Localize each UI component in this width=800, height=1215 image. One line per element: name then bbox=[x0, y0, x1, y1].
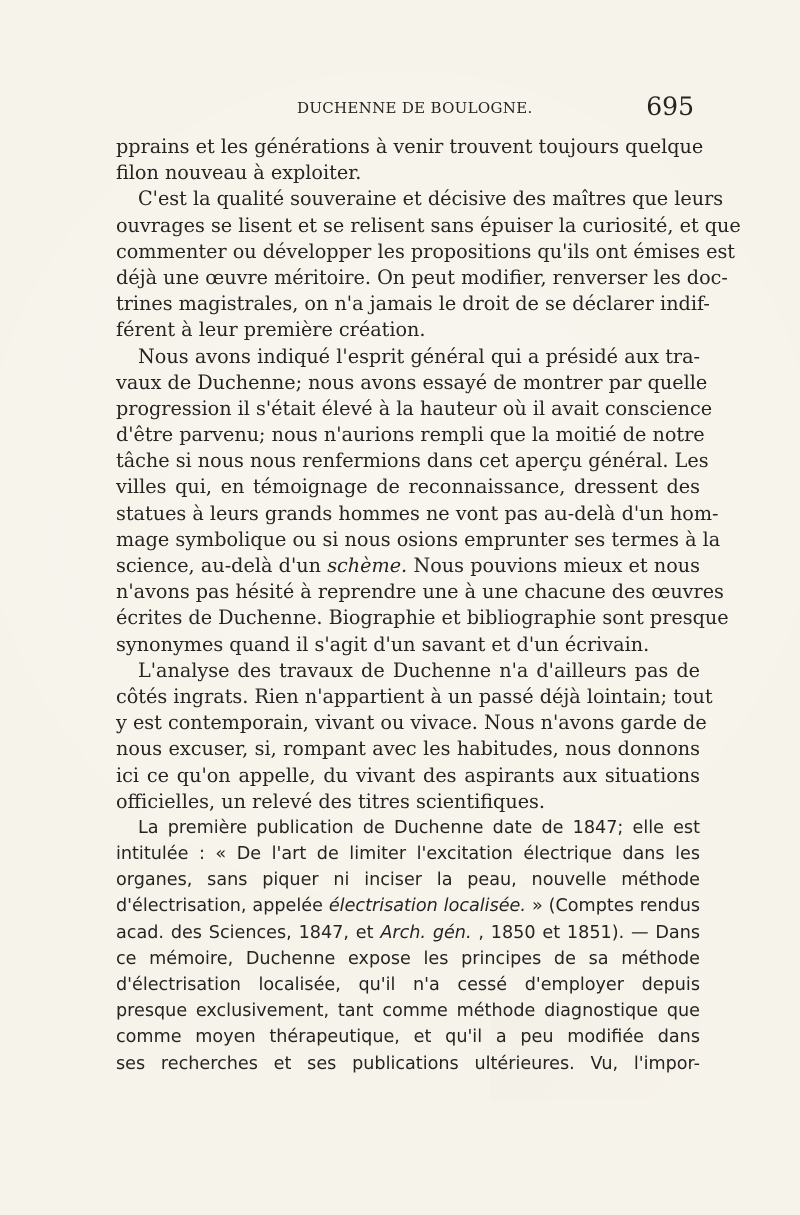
running-title: DUCHENNE DE BOULOGNE. bbox=[297, 99, 533, 117]
text-line: tâche si nous nous renfermions dans cet aperçu général. Les bbox=[116, 449, 709, 473]
text-line: mage symbolique ou si nous osions emprunter ses termes à la bbox=[116, 527, 721, 551]
text-line: filon nouveau à exploiter. bbox=[116, 161, 362, 185]
running-head bbox=[114, 92, 696, 124]
text-segment: acad. des Sciences, 1847, et bbox=[116, 922, 374, 943]
paragraph-start-line: L'analyse des travaux de Duchenne n'a d'ailleurs pas de bbox=[138, 658, 700, 682]
text-line-with-italic bbox=[116, 920, 700, 946]
text-line: y est contemporain, vivant ou vivace. Nous n'avons garde de bbox=[116, 711, 707, 735]
text-line: nous excuser, si, rompant avec les habitudes, nous donnons bbox=[116, 737, 700, 761]
italic-term: Arch. gén. bbox=[380, 922, 472, 943]
show-through-shadow bbox=[490, 1010, 700, 1100]
text-line: progression il s'était élevé à la hauteur où il avait conscience bbox=[116, 396, 713, 420]
text-segment: , 1850 et 1851). — Dans bbox=[478, 922, 701, 943]
text-line: ouvrages se lisent et se relisent sans épuiser la curiosité, et que bbox=[116, 213, 741, 237]
text-line: comme moyen thérapeutique, et qu'il a peu modifiée dans bbox=[116, 1027, 700, 1048]
body-text bbox=[116, 134, 741, 1077]
paragraph-start-line: C'est la qualité souveraine et décisive des maîtres que leurs bbox=[138, 187, 724, 211]
text-line-with-italic bbox=[116, 893, 700, 919]
text-line: déjà une œuvre méritoire. On peut modifier, renverser les doc- bbox=[116, 265, 728, 289]
text-line: trines magistrales, on n'a jamais le droit de se déclarer indif- bbox=[116, 292, 710, 316]
text-line-with-italic bbox=[116, 553, 700, 579]
page-number: 695 bbox=[646, 92, 694, 121]
text-line: férent à leur première création. bbox=[116, 318, 426, 342]
text-line: officielles, un relevé des titres scientifiques. bbox=[116, 789, 546, 813]
paragraph-start-line: Nous avons indiqué l'esprit général qui a présidé aux tra- bbox=[138, 344, 700, 368]
text-segment: d'électrisation, appelée bbox=[116, 896, 323, 917]
text-line: organes, sans piquer ni inciser la peau, nouvelle méthode bbox=[116, 870, 700, 891]
text-line: ce mémoire, Duchenne expose les principes de sa méthode bbox=[116, 948, 700, 969]
text-line: commenter ou développer les propositions qu'ils ont émises est bbox=[116, 239, 736, 263]
text-line: pprains et les générations à venir trouvent toujours quelque bbox=[116, 135, 704, 158]
text-segment: science, au-delà d'un bbox=[116, 554, 321, 577]
text-line: n'avons pas hésité à reprendre une à une chacune des œuvres bbox=[116, 580, 724, 604]
text-line: villes qui, en témoignage de reconnaissance, dressent des bbox=[116, 475, 700, 499]
text-line: ses recherches et ses publications ultérieures. Vu, l'impor- bbox=[116, 1053, 700, 1074]
text-line: synonymes quand il s'agit d'un savant et d'un écrivain. bbox=[116, 632, 650, 656]
italic-term: électrisation localisée. bbox=[328, 896, 526, 917]
text-line: côtés ingrats. Rien n'appartient à un passé déjà lointain; tout bbox=[116, 684, 713, 708]
text-line: vaux de Duchenne; nous avons essayé de montrer par quelle bbox=[116, 370, 708, 394]
text-line: statues à leurs grands hommes ne vont pas au-delà d'un hom- bbox=[116, 501, 719, 525]
text-segment: Nous pouvions mieux et nous bbox=[413, 554, 700, 577]
text-line: écrites de Duchenne. Biographie et bibliographie sont presque bbox=[116, 606, 729, 630]
text-line: intitulée : « De l'art de limiter l'excitation électrique dans les bbox=[116, 844, 700, 865]
italic-term: schème. bbox=[327, 554, 408, 577]
text-line: d'être parvenu; nous n'aurions rempli que la moitié de notre bbox=[116, 423, 705, 447]
paragraph-start-line: La première publication de Duchenne date de 1847; elle est bbox=[138, 817, 700, 838]
text-line: presque exclusivement, tant comme méthode diagnostique que bbox=[116, 1001, 700, 1022]
text-line: ici ce qu'on appelle, du vivant des aspirants aux situations bbox=[116, 763, 700, 787]
text-segment: » (Comptes rendus bbox=[531, 896, 701, 917]
text-line: d'électrisation localisée, qu'il n'a cessé d'employer depuis bbox=[116, 975, 700, 995]
